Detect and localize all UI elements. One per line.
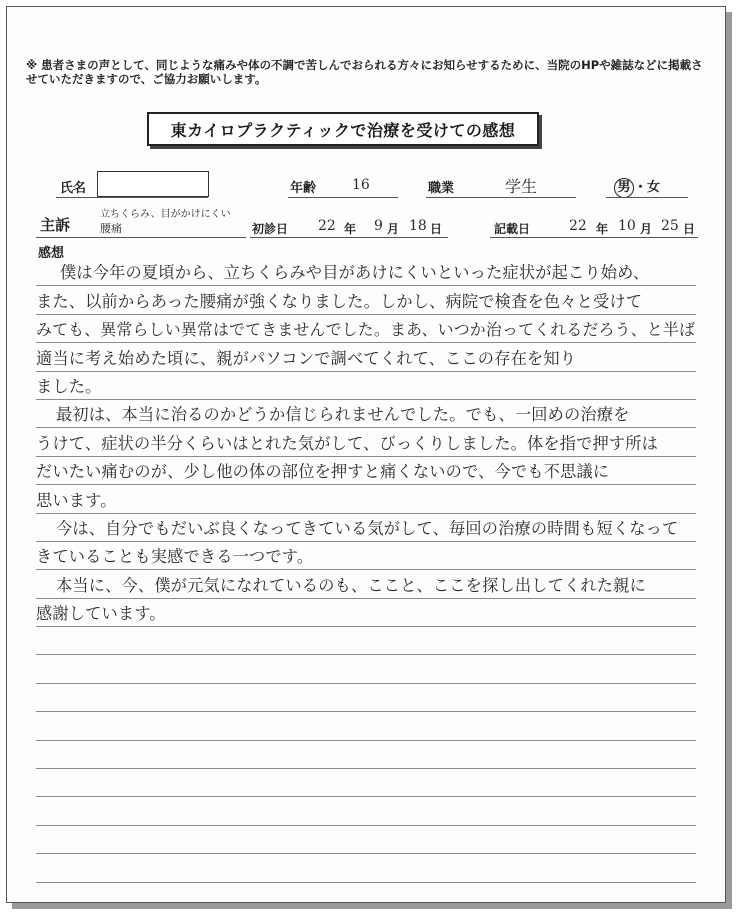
complaint-line-2: 腰痛 — [100, 222, 122, 235]
impressions-label: 感想 — [38, 246, 65, 261]
first-visit-day: 18 — [409, 218, 427, 234]
first-visit-underline — [250, 237, 448, 238]
gender-separator: ・ — [634, 180, 648, 195]
impression-line: 適当に考え始めた頃に、親がパソコンで調べてくれて、ここの存在を知り — [36, 343, 696, 371]
complaint-underline — [36, 237, 246, 238]
name-label: 氏名 — [60, 181, 87, 196]
first-visit-year: 22 — [318, 218, 336, 234]
gender-female: 女 — [647, 180, 661, 195]
year-unit: 年 — [344, 222, 357, 236]
first-visit-month: 9 — [374, 218, 383, 234]
form-title: 東カイロプラクティックで治療を受けての感想 — [147, 112, 539, 146]
complaint-line-1: 立ちくらみ、目がかけにくい — [100, 209, 231, 220]
impressions-body — [36, 258, 696, 883]
record-month: 10 — [618, 218, 636, 234]
name-field-redacted — [97, 171, 209, 197]
name-underline — [56, 197, 208, 198]
impression-line: うけて、症状の半分くらいはとれた気がして、びっくりしました。体を指で押す所は — [36, 428, 696, 456]
impression-line: だいたい痛むのが、少し他の体の部位を押すと痛くないので、今でも不思議に — [36, 457, 696, 485]
impression-line: 思います。 — [36, 485, 696, 513]
blank-ruled-line — [36, 854, 696, 882]
record-year: 22 — [569, 218, 587, 234]
impression-line: みても、異常らしい異常はでてきませんでした。まあ、いつか治ってくれるだろう、と半ば — [36, 315, 696, 343]
first-visit-label: 初診日 — [252, 222, 289, 236]
age-value: 16 — [352, 177, 370, 193]
month-unit: 月 — [387, 222, 400, 236]
occupation-label: 職業 — [428, 181, 455, 196]
impression-line: 今は、自分でもだいぶ良くなってきている気がして、毎回の治療の時間も短くなって — [36, 514, 696, 542]
day-unit: 日 — [683, 222, 696, 236]
blank-ruled-line — [36, 797, 696, 825]
impression-line: 本当に、今、僕が元気になれているのも、ここと、ここを探し出してくれた親に — [36, 570, 696, 598]
occupation-underline — [426, 197, 576, 198]
impression-line: また、以前からあった腰痛が強くなりました。しかし、病院で検査を色々と受けて — [36, 286, 696, 314]
complaint-label: 主訴 — [40, 216, 71, 234]
month-unit: 月 — [640, 222, 653, 236]
impression-line: 感謝しています。 — [36, 599, 696, 627]
impression-line: ました。 — [36, 372, 696, 400]
record-day: 25 — [661, 218, 679, 234]
age-underline — [288, 197, 398, 198]
gender-male-circled: 男 — [614, 178, 634, 198]
blank-ruled-line — [36, 684, 696, 712]
impression-line: きていることも実感できる一つです。 — [36, 542, 696, 570]
notice-text: ※ 患者さまの声として、同じような痛みや体の不調で苦しんでおられる方々にお知らせするために、当院のHPや雑誌などに掲載させていただきますので、ご協力お願いします。 — [26, 58, 703, 86]
blank-ruled-line — [36, 627, 696, 655]
blank-ruled-line — [36, 741, 696, 769]
occupation-value: 学生 — [505, 177, 538, 196]
blank-ruled-line — [36, 655, 696, 683]
impression-line: 僕は今年の夏頃から、立ちくらみや目があけにくいといった症状が起こり始め、 — [36, 258, 696, 286]
record-date-label: 記載日 — [494, 222, 531, 236]
impression-line: 最初は、本当に治るのかどうか信じられませんでした。でも、一回めの治療を — [36, 400, 696, 428]
day-unit: 日 — [430, 222, 443, 236]
record-date-underline — [490, 237, 698, 238]
blank-ruled-line — [36, 769, 696, 797]
gender-underline — [606, 197, 688, 198]
age-label: 年齢 — [290, 181, 317, 196]
year-unit: 年 — [596, 222, 609, 236]
blank-ruled-line — [36, 826, 696, 854]
gender-selector — [614, 176, 660, 198]
blank-ruled-line — [36, 712, 696, 740]
